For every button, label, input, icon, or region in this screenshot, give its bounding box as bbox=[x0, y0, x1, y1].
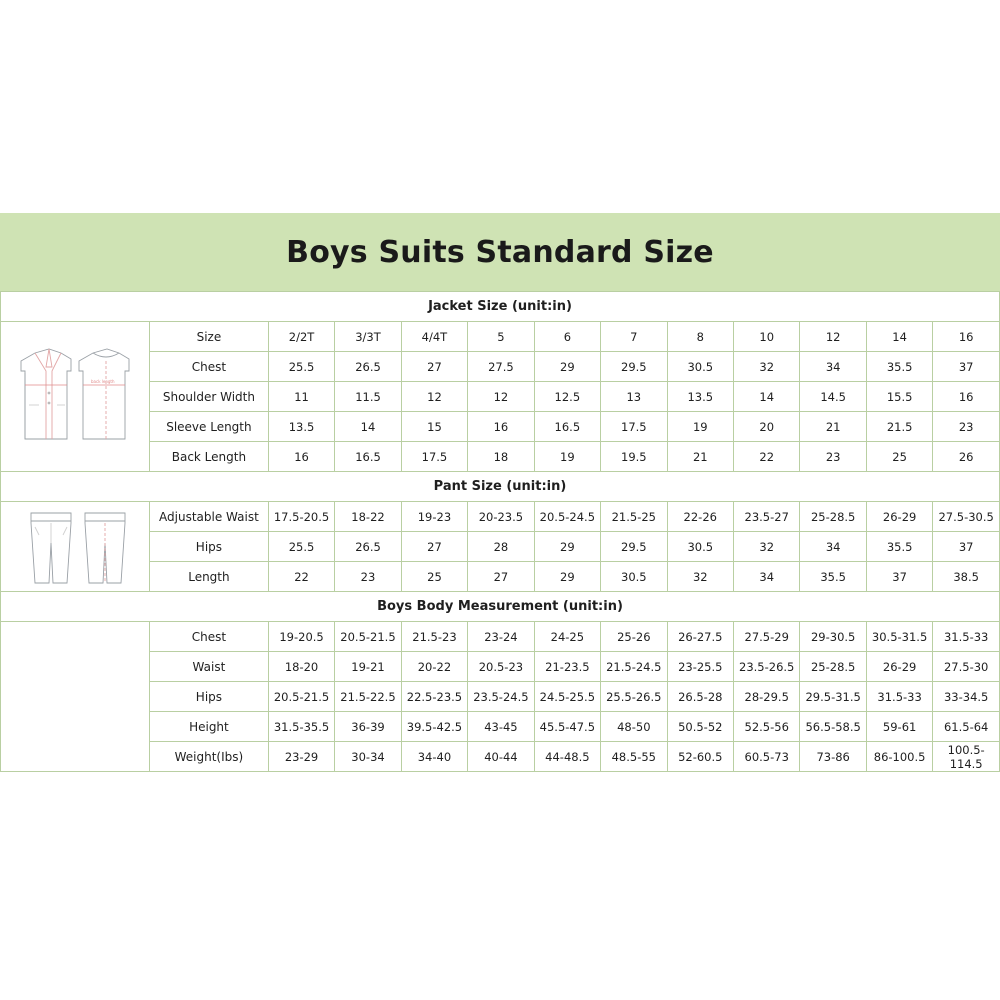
cell: 11 bbox=[268, 382, 334, 412]
cell: 26 bbox=[933, 442, 1000, 472]
cell: 28-29.5 bbox=[733, 682, 799, 712]
cell: 27.5-30.5 bbox=[933, 502, 1000, 532]
section-title-jacket: Jacket Size (unit:in) bbox=[1, 292, 1000, 322]
cell: 22-26 bbox=[667, 502, 733, 532]
cell: 21 bbox=[667, 442, 733, 472]
cell: 13 bbox=[601, 382, 667, 412]
body-measurement-spacer bbox=[1, 622, 150, 772]
cell: 31.5-35.5 bbox=[268, 712, 334, 742]
pants-illustration bbox=[1, 502, 150, 592]
row-label: Chest bbox=[150, 352, 269, 382]
size-header-cell: 2/2T bbox=[268, 322, 334, 352]
cell: 39.5-42.5 bbox=[401, 712, 467, 742]
cell: 23-24 bbox=[468, 622, 534, 652]
cell: 17.5 bbox=[601, 412, 667, 442]
table-row bbox=[1, 682, 1000, 712]
cell: 23.5-27 bbox=[733, 502, 799, 532]
row-label: Adjustable Waist bbox=[150, 502, 269, 532]
cell: 32 bbox=[733, 532, 799, 562]
cell: 45.5-47.5 bbox=[534, 712, 600, 742]
cell: 20.5-21.5 bbox=[268, 682, 334, 712]
cell: 29.5 bbox=[601, 352, 667, 382]
cell: 25.5 bbox=[268, 352, 334, 382]
cell: 48-50 bbox=[601, 712, 667, 742]
cell: 29.5-31.5 bbox=[800, 682, 866, 712]
cell: 40-44 bbox=[468, 742, 534, 772]
cell: 14.5 bbox=[800, 382, 866, 412]
cell: 24.5-25.5 bbox=[534, 682, 600, 712]
cell: 25-26 bbox=[601, 622, 667, 652]
table-row bbox=[1, 562, 1000, 592]
cell: 38.5 bbox=[933, 562, 1000, 592]
cell: 61.5-64 bbox=[933, 712, 1000, 742]
cell: 36-39 bbox=[335, 712, 401, 742]
cell: 12 bbox=[468, 382, 534, 412]
cell: 25 bbox=[866, 442, 932, 472]
table-row bbox=[1, 622, 1000, 652]
size-header-cell: 14 bbox=[866, 322, 932, 352]
size-header-cell: 5 bbox=[468, 322, 534, 352]
table-row bbox=[1, 412, 1000, 442]
row-label: Shoulder Width bbox=[150, 382, 269, 412]
cell: 16 bbox=[468, 412, 534, 442]
cell: 20.5-21.5 bbox=[335, 622, 401, 652]
cell: 23-25.5 bbox=[667, 652, 733, 682]
cell: 29 bbox=[534, 562, 600, 592]
row-label: Hips bbox=[150, 682, 269, 712]
cell: 25 bbox=[401, 562, 467, 592]
cell: 21.5-23 bbox=[401, 622, 467, 652]
table-row bbox=[1, 742, 1000, 772]
cell: 35.5 bbox=[866, 352, 932, 382]
cell: 17.5-20.5 bbox=[268, 502, 334, 532]
cell: 23 bbox=[933, 412, 1000, 442]
section-header-row bbox=[1, 472, 1000, 502]
cell: 13.5 bbox=[667, 382, 733, 412]
table-row bbox=[1, 322, 1000, 352]
cell: 17.5 bbox=[401, 442, 467, 472]
cell: 27.5-29 bbox=[733, 622, 799, 652]
size-chart bbox=[0, 213, 1000, 772]
size-header-cell: 8 bbox=[667, 322, 733, 352]
row-label: Back Length bbox=[150, 442, 269, 472]
cell: 20.5-24.5 bbox=[534, 502, 600, 532]
cell: 48.5-55 bbox=[601, 742, 667, 772]
cell: 25-28.5 bbox=[800, 502, 866, 532]
row-label: Length bbox=[150, 562, 269, 592]
cell: 26-27.5 bbox=[667, 622, 733, 652]
cell: 12.5 bbox=[534, 382, 600, 412]
cell: 26.5 bbox=[335, 352, 401, 382]
cell: 20.5-23 bbox=[468, 652, 534, 682]
cell: 28 bbox=[468, 532, 534, 562]
cell: 16.5 bbox=[534, 412, 600, 442]
cell: 19 bbox=[534, 442, 600, 472]
table-row bbox=[1, 352, 1000, 382]
cell: 21.5 bbox=[866, 412, 932, 442]
cell: 73-86 bbox=[800, 742, 866, 772]
row-label: Weight(Ibs) bbox=[150, 742, 269, 772]
cell: 35.5 bbox=[800, 562, 866, 592]
cell: 86-100.5 bbox=[866, 742, 932, 772]
cell: 30-34 bbox=[335, 742, 401, 772]
cell: 20-23.5 bbox=[468, 502, 534, 532]
cell: 22 bbox=[268, 562, 334, 592]
cell: 15.5 bbox=[866, 382, 932, 412]
cell: 31.5-33 bbox=[933, 622, 1000, 652]
cell: 30.5-31.5 bbox=[866, 622, 932, 652]
cell: 30.5 bbox=[667, 352, 733, 382]
section-title-body: Boys Body Measurement (unit:in) bbox=[1, 592, 1000, 622]
section-header-row bbox=[1, 592, 1000, 622]
row-label: Chest bbox=[150, 622, 269, 652]
section-title-pant: Pant Size (unit:in) bbox=[1, 472, 1000, 502]
cell: 26.5-28 bbox=[667, 682, 733, 712]
cell: 13.5 bbox=[268, 412, 334, 442]
page-title: Boys Suits Standard Size bbox=[286, 234, 714, 270]
row-label: Hips bbox=[150, 532, 269, 562]
cell: 34 bbox=[800, 352, 866, 382]
cell: 14 bbox=[733, 382, 799, 412]
cell: 32 bbox=[733, 352, 799, 382]
cell: 16 bbox=[268, 442, 334, 472]
cell: 18 bbox=[468, 442, 534, 472]
cell: 60.5-73 bbox=[733, 742, 799, 772]
cell: 32 bbox=[667, 562, 733, 592]
cell: 21.5-25 bbox=[601, 502, 667, 532]
cell: 34 bbox=[733, 562, 799, 592]
row-label: Size bbox=[150, 322, 269, 352]
size-header-cell: 4/4T bbox=[401, 322, 467, 352]
cell: 23 bbox=[335, 562, 401, 592]
cell: 19-23 bbox=[401, 502, 467, 532]
cell: 30.5 bbox=[667, 532, 733, 562]
size-header-cell: 6 bbox=[534, 322, 600, 352]
chart-title-band bbox=[0, 213, 1000, 291]
cell: 15 bbox=[401, 412, 467, 442]
cell: 29 bbox=[534, 352, 600, 382]
cell: 29.5 bbox=[601, 532, 667, 562]
cell: 27.5-30 bbox=[933, 652, 1000, 682]
table-row bbox=[1, 442, 1000, 472]
table-row bbox=[1, 382, 1000, 412]
cell: 19-21 bbox=[335, 652, 401, 682]
cell: 30.5 bbox=[601, 562, 667, 592]
cell: 26-29 bbox=[866, 502, 932, 532]
cell: 29 bbox=[534, 532, 600, 562]
cell: 24-25 bbox=[534, 622, 600, 652]
jacket-illustration bbox=[1, 322, 150, 472]
cell: 59-61 bbox=[866, 712, 932, 742]
cell: 23.5-26.5 bbox=[733, 652, 799, 682]
cell: 25.5 bbox=[268, 532, 334, 562]
cell: 19.5 bbox=[601, 442, 667, 472]
cell: 20 bbox=[733, 412, 799, 442]
cell: 18-22 bbox=[335, 502, 401, 532]
cell: 52-60.5 bbox=[667, 742, 733, 772]
cell: 26.5 bbox=[335, 532, 401, 562]
cell: 27 bbox=[401, 352, 467, 382]
cell: 29-30.5 bbox=[800, 622, 866, 652]
cell: 37 bbox=[866, 562, 932, 592]
cell: 25-28.5 bbox=[800, 652, 866, 682]
cell: 16.5 bbox=[335, 442, 401, 472]
cell: 34 bbox=[800, 532, 866, 562]
row-label: Waist bbox=[150, 652, 269, 682]
size-header-cell: 16 bbox=[933, 322, 1000, 352]
size-header-cell: 7 bbox=[601, 322, 667, 352]
cell: 21 bbox=[800, 412, 866, 442]
svg-text:back length: back length bbox=[91, 378, 115, 384]
cell: 27 bbox=[401, 532, 467, 562]
table-row bbox=[1, 652, 1000, 682]
size-header-cell: 10 bbox=[733, 322, 799, 352]
cell: 26-29 bbox=[866, 652, 932, 682]
row-label: Sleeve Length bbox=[150, 412, 269, 442]
cell: 22.5-23.5 bbox=[401, 682, 467, 712]
cell: 35.5 bbox=[866, 532, 932, 562]
cell: 44-48.5 bbox=[534, 742, 600, 772]
table-row bbox=[1, 532, 1000, 562]
cell: 23.5-24.5 bbox=[468, 682, 534, 712]
cell: 31.5-33 bbox=[866, 682, 932, 712]
size-table bbox=[0, 291, 1000, 772]
cell: 18-20 bbox=[268, 652, 334, 682]
cell: 27.5 bbox=[468, 352, 534, 382]
cell: 27 bbox=[468, 562, 534, 592]
cell: 37 bbox=[933, 532, 1000, 562]
table-row bbox=[1, 502, 1000, 532]
size-header-cell: 3/3T bbox=[335, 322, 401, 352]
cell: 23-29 bbox=[268, 742, 334, 772]
cell: 19 bbox=[667, 412, 733, 442]
cell: 11.5 bbox=[335, 382, 401, 412]
cell: 21.5-24.5 bbox=[601, 652, 667, 682]
cell: 37 bbox=[933, 352, 1000, 382]
cell: 56.5-58.5 bbox=[800, 712, 866, 742]
cell: 50.5-52 bbox=[667, 712, 733, 742]
size-header-cell: 12 bbox=[800, 322, 866, 352]
cell: 25.5-26.5 bbox=[601, 682, 667, 712]
cell: 19-20.5 bbox=[268, 622, 334, 652]
cell: 33-34.5 bbox=[933, 682, 1000, 712]
cell: 21-23.5 bbox=[534, 652, 600, 682]
cell: 100.5-114.5 bbox=[933, 742, 1000, 772]
cell: 23 bbox=[800, 442, 866, 472]
cell: 22 bbox=[733, 442, 799, 472]
cell: 14 bbox=[335, 412, 401, 442]
section-header-row bbox=[1, 292, 1000, 322]
cell: 20-22 bbox=[401, 652, 467, 682]
cell: 12 bbox=[401, 382, 467, 412]
cell: 16 bbox=[933, 382, 1000, 412]
cell: 43-45 bbox=[468, 712, 534, 742]
cell: 52.5-56 bbox=[733, 712, 799, 742]
cell: 21.5-22.5 bbox=[335, 682, 401, 712]
row-label: Height bbox=[150, 712, 269, 742]
cell: 34-40 bbox=[401, 742, 467, 772]
table-row bbox=[1, 712, 1000, 742]
